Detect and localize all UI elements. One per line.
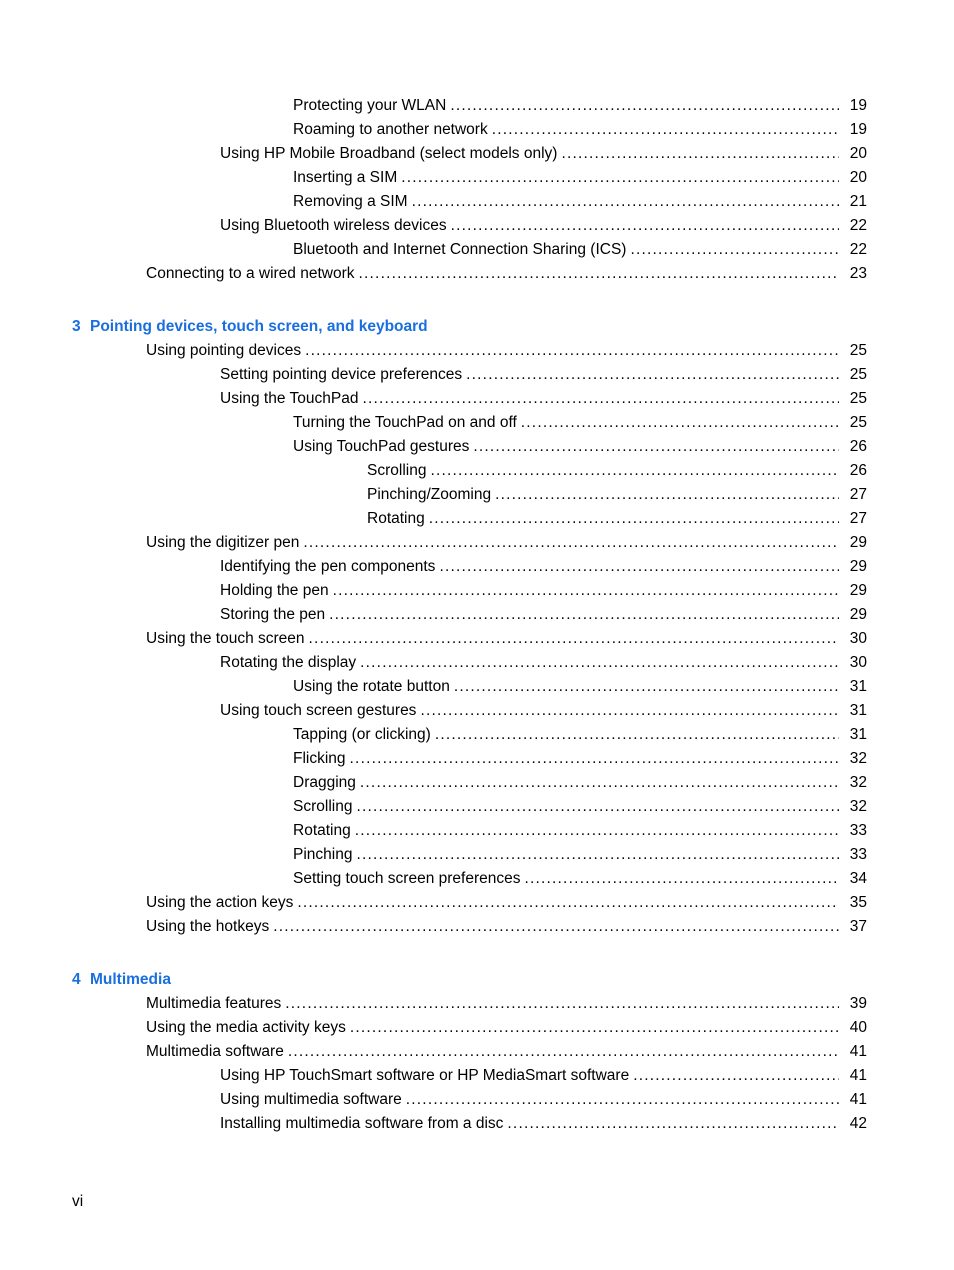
toc-entry-title: Using TouchPad gestures — [293, 435, 473, 459]
toc-entry-title: Scrolling — [293, 795, 356, 819]
dot-leader — [451, 214, 839, 238]
toc-entry-title: Installing multimedia software from a disc — [220, 1112, 507, 1136]
toc-entry[interactable] — [220, 579, 954, 603]
toc-entry[interactable] — [220, 699, 954, 723]
toc-entry[interactable] — [293, 771, 954, 795]
toc-entry-title: Turning the TouchPad on and off — [293, 411, 521, 435]
toc-entry-page-number: 22 — [839, 214, 867, 238]
dot-leader — [473, 435, 839, 459]
dot-leader — [285, 992, 839, 1016]
dot-leader — [359, 262, 839, 286]
toc-entry-title: Using the TouchPad — [220, 387, 362, 411]
toc-entry-page-number: 31 — [839, 699, 867, 723]
chapter-heading[interactable] — [72, 315, 954, 339]
toc-entry-page-number: 41 — [839, 1040, 867, 1064]
toc-entry-title: Multimedia features — [146, 992, 285, 1016]
toc-entry[interactable] — [146, 262, 954, 286]
toc-entry-page-number: 29 — [839, 603, 867, 627]
toc-entry-page-number: 32 — [839, 771, 867, 795]
dot-leader — [412, 190, 839, 214]
toc-entry-page-number: 20 — [839, 142, 867, 166]
toc-entry-page-number: 26 — [839, 435, 867, 459]
dot-leader — [350, 1016, 839, 1040]
toc-entry-page-number: 27 — [839, 507, 867, 531]
toc-entry-page-number: 30 — [839, 651, 867, 675]
toc-entry[interactable] — [146, 891, 954, 915]
toc-entry[interactable] — [367, 507, 954, 531]
dot-leader — [309, 627, 839, 651]
toc-entry-page-number: 41 — [839, 1064, 867, 1088]
toc-entry-page-number: 22 — [839, 238, 867, 262]
toc-entry-title: Using the media activity keys — [146, 1016, 350, 1040]
toc-entry-page-number: 39 — [839, 992, 867, 1016]
toc-entry-title: Connecting to a wired network — [146, 262, 359, 286]
toc-entry-title: Using HP TouchSmart software or HP MediaSmart software — [220, 1064, 633, 1088]
toc-entry-page-number: 32 — [839, 795, 867, 819]
toc-entry-page-number: 41 — [839, 1088, 867, 1112]
dot-leader — [633, 1064, 839, 1088]
dot-leader — [561, 142, 839, 166]
toc-entry-title: Bluetooth and Internet Connection Sharing (ICS) — [293, 238, 630, 262]
dot-leader — [524, 867, 839, 891]
toc-entry[interactable] — [220, 555, 954, 579]
chapter-number: 4 — [72, 971, 81, 988]
toc-entry[interactable] — [293, 843, 954, 867]
chapter-title: Pointing devices, touch screen, and keyboard — [90, 318, 428, 335]
toc-chapter-4-entries — [0, 992, 954, 1136]
dot-leader — [439, 555, 839, 579]
toc-entry-title: Identifying the pen components — [220, 555, 439, 579]
toc-entry-page-number: 29 — [839, 531, 867, 555]
toc-entry[interactable] — [293, 867, 954, 891]
toc-entry[interactable] — [293, 795, 954, 819]
toc-entry-title: Holding the pen — [220, 579, 333, 603]
toc-entry[interactable] — [293, 675, 954, 699]
toc-entry-page-number: 33 — [839, 819, 867, 843]
toc-entry-page-number: 42 — [839, 1112, 867, 1136]
toc-entry[interactable] — [146, 992, 954, 1016]
toc-entry-page-number: 34 — [839, 867, 867, 891]
dot-leader — [507, 1112, 839, 1136]
toc-entry-title: Tapping (or clicking) — [293, 723, 435, 747]
dot-leader — [362, 387, 839, 411]
toc-entry-title: Using the digitizer pen — [146, 531, 303, 555]
toc-entry-title: Removing a SIM — [293, 190, 412, 214]
dot-leader — [360, 651, 839, 675]
section-gap — [0, 286, 954, 315]
toc-entry[interactable] — [146, 1016, 954, 1040]
toc-entry-title: Using the hotkeys — [146, 915, 273, 939]
dot-leader — [430, 459, 839, 483]
toc-entry-title: Pinching/Zooming — [367, 483, 495, 507]
toc-entry-title: Rotating the display — [220, 651, 360, 675]
toc-entry[interactable] — [293, 747, 954, 771]
dot-leader — [466, 363, 839, 387]
toc-entry[interactable] — [220, 1064, 954, 1088]
toc-entry[interactable] — [293, 94, 954, 118]
toc-entry-page-number: 20 — [839, 166, 867, 190]
toc-entry-page-number: 29 — [839, 555, 867, 579]
dot-leader — [435, 723, 839, 747]
toc-entry[interactable] — [146, 627, 954, 651]
dot-leader — [360, 771, 839, 795]
dot-leader — [297, 891, 839, 915]
toc-entry[interactable] — [293, 190, 954, 214]
toc-entry-page-number: 33 — [839, 843, 867, 867]
dot-leader — [420, 699, 839, 723]
toc-entry[interactable] — [293, 166, 954, 190]
toc-entry-title: Setting touch screen preferences — [293, 867, 524, 891]
toc-entry[interactable] — [293, 411, 954, 435]
toc-entry[interactable] — [146, 1040, 954, 1064]
section-gap — [0, 939, 954, 968]
toc-entry-title: Multimedia software — [146, 1040, 288, 1064]
dot-leader — [450, 94, 839, 118]
toc-entry-title: Rotating — [367, 507, 429, 531]
toc-entry-page-number: 29 — [839, 579, 867, 603]
toc-entry-title: Scrolling — [367, 459, 430, 483]
toc-section-continued — [0, 94, 954, 286]
table-of-contents — [0, 94, 954, 1136]
toc-entry[interactable] — [146, 339, 954, 363]
dot-leader — [329, 603, 839, 627]
toc-entry-title: Using touch screen gestures — [220, 699, 420, 723]
toc-entry-page-number: 25 — [839, 363, 867, 387]
toc-entry-title: Inserting a SIM — [293, 166, 401, 190]
toc-entry[interactable] — [293, 435, 954, 459]
toc-entry[interactable] — [293, 723, 954, 747]
toc-entry-title: Using pointing devices — [146, 339, 305, 363]
chapter-title: Multimedia — [90, 971, 171, 988]
dot-leader — [333, 579, 839, 603]
toc-entry[interactable] — [293, 118, 954, 142]
dot-leader — [356, 795, 839, 819]
dot-leader — [355, 819, 839, 843]
dot-leader — [288, 1040, 839, 1064]
dot-leader — [492, 118, 839, 142]
toc-entry[interactable] — [220, 603, 954, 627]
toc-entry-title: Using the touch screen — [146, 627, 309, 651]
toc-entry-page-number: 19 — [839, 118, 867, 142]
dot-leader — [429, 507, 839, 531]
toc-entry[interactable] — [220, 142, 954, 166]
toc-entry-page-number: 30 — [839, 627, 867, 651]
toc-entry-page-number: 23 — [839, 262, 867, 286]
dot-leader — [303, 531, 839, 555]
chapter-number: 3 — [72, 318, 81, 335]
toc-entry-page-number: 25 — [839, 411, 867, 435]
toc-entry-title: Storing the pen — [220, 603, 329, 627]
toc-entry[interactable] — [146, 531, 954, 555]
toc-entry-page-number: 32 — [839, 747, 867, 771]
toc-entry-title: Protecting your WLAN — [293, 94, 450, 118]
toc-entry-page-number: 35 — [839, 891, 867, 915]
toc-entry-page-number: 31 — [839, 675, 867, 699]
toc-entry[interactable] — [220, 651, 954, 675]
toc-entry-page-number: 37 — [839, 915, 867, 939]
toc-entry-title: Dragging — [293, 771, 360, 795]
toc-entry-title: Using the action keys — [146, 891, 297, 915]
toc-entry[interactable] — [220, 363, 954, 387]
dot-leader — [401, 166, 839, 190]
toc-entry-page-number: 25 — [839, 387, 867, 411]
toc-entry[interactable] — [220, 1112, 954, 1136]
toc-chapter-3-entries — [0, 339, 954, 939]
toc-entry[interactable] — [220, 1088, 954, 1112]
toc-entry[interactable] — [293, 819, 954, 843]
dot-leader — [630, 238, 839, 262]
dot-leader — [406, 1088, 839, 1112]
dot-leader — [454, 675, 839, 699]
toc-entry[interactable] — [367, 483, 954, 507]
dot-leader — [495, 483, 839, 507]
toc-entry[interactable] — [293, 238, 954, 262]
toc-entry-title: Setting pointing device preferences — [220, 363, 466, 387]
toc-entry-page-number: 21 — [839, 190, 867, 214]
toc-entry-title: Using the rotate button — [293, 675, 454, 699]
toc-entry-page-number: 25 — [839, 339, 867, 363]
toc-entry-title: Using HP Mobile Broadband (select models only) — [220, 142, 561, 166]
toc-entry[interactable] — [220, 387, 954, 411]
toc-entry-page-number: 27 — [839, 483, 867, 507]
toc-entry-title: Using multimedia software — [220, 1088, 406, 1112]
dot-leader — [273, 915, 839, 939]
toc-entry-page-number: 19 — [839, 94, 867, 118]
dot-leader — [305, 339, 839, 363]
dot-leader — [356, 843, 839, 867]
dot-leader — [521, 411, 839, 435]
chapter-heading[interactable] — [72, 968, 954, 992]
page-number-footer: vi — [72, 1193, 84, 1210]
toc-entry-title: Flicking — [293, 747, 350, 771]
toc-entry[interactable] — [367, 459, 954, 483]
toc-entry-title: Using Bluetooth wireless devices — [220, 214, 451, 238]
dot-leader — [350, 747, 839, 771]
toc-entry-page-number: 31 — [839, 723, 867, 747]
toc-entry-page-number: 26 — [839, 459, 867, 483]
toc-entry-title: Pinching — [293, 843, 356, 867]
toc-entry-page-number: 40 — [839, 1016, 867, 1040]
toc-entry-title: Rotating — [293, 819, 355, 843]
toc-entry[interactable] — [146, 915, 954, 939]
toc-entry-title: Roaming to another network — [293, 118, 492, 142]
toc-entry[interactable] — [220, 214, 954, 238]
